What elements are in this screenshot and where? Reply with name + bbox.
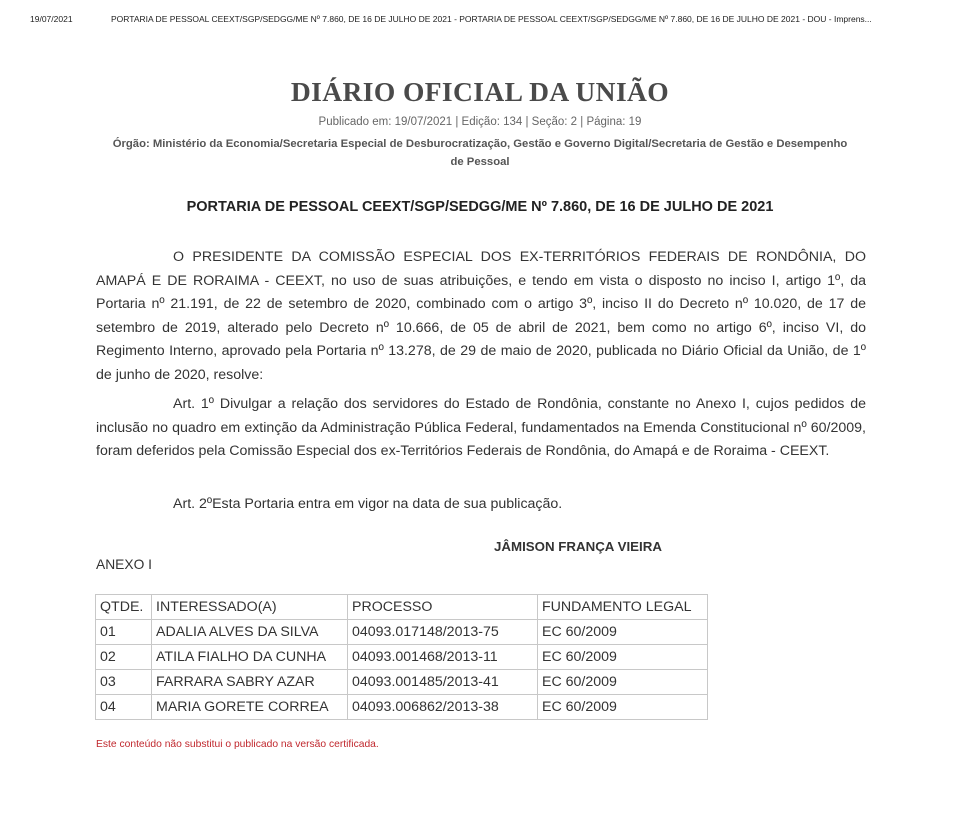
column-header-qtde: QTDE. — [96, 595, 152, 620]
cell-qtde: 01 — [96, 620, 152, 645]
cell-processo: 04093.006862/2013-38 — [348, 695, 538, 720]
print-date: 19/07/2021 — [30, 14, 73, 24]
table-row — [96, 645, 708, 670]
print-header — [0, 14, 960, 30]
cell-processo: 04093.001485/2013-41 — [348, 670, 538, 695]
print-page-title: PORTARIA DE PESSOAL CEEXT/SGP/SEDGG/ME Nº 7.860, DE 16 DE JULHO DE 2021 - PORTARIA DE PESSOAL CEEXT/SGP/SEDGG/ME Nº 7.860, DE 16 DE JULHO DE 2021 - DOU - Imprens... — [111, 14, 872, 24]
cell-fundamento: EC 60/2009 — [538, 645, 708, 670]
cell-processo: 04093.017148/2013-75 — [348, 620, 538, 645]
publication-info: Publicado em: 19/07/2021 | Edição: 134 | Seção: 2 | Página: 19 — [318, 116, 642, 128]
cell-processo: 04093.001468/2013-11 — [348, 645, 538, 670]
cell-interessado: FARRARA SABRY AZAR — [152, 670, 348, 695]
certification-disclaimer: Este conteúdo não substitui o publicado na versão certificada. — [96, 739, 379, 750]
cell-interessado: ADALIA ALVES DA SILVA — [152, 620, 348, 645]
signer-name: JÂMISON FRANÇA VIEIRA — [494, 539, 662, 554]
column-header-processo: PROCESSO — [348, 595, 538, 620]
table-row — [96, 620, 708, 645]
cell-qtde: 04 — [96, 695, 152, 720]
cell-fundamento: EC 60/2009 — [538, 695, 708, 720]
article-1-paragraph: Art. 1º Divulgar a relação dos servidores do Estado de Rondônia, constante no Anexo I, cujos pedidos de inclusão no quadro em extinção da Administração Pública Federal, fundamentados na Emenda Constitucional nº 60/2009, foram deferidos pela Comissão Especial dos ex-Territórios Federais de Rondônia, do Amapá e de Roraima - CEEXT. — [96, 396, 866, 459]
cell-fundamento: EC 60/2009 — [538, 670, 708, 695]
cell-interessado: ATILA FIALHO DA CUNHA — [152, 645, 348, 670]
cell-qtde: 02 — [96, 645, 152, 670]
table-row — [96, 670, 708, 695]
column-header-fundamento: FUNDAMENTO LEGAL — [538, 595, 708, 620]
orgao-line: Órgão: Ministério da Economia/Secretaria Especial de Desburocratização, Gestão e Governo Digital/Secretaria de Gestão e Desempenho de Pessoal — [112, 138, 848, 168]
cell-qtde: 03 — [96, 670, 152, 695]
table-row — [96, 695, 708, 720]
column-header-interessado: INTERESSADO(A) — [152, 595, 348, 620]
annex-label: ANEXO I — [96, 557, 152, 572]
preamble-paragraph: O PRESIDENTE DA COMISSÃO ESPECIAL DOS EX-TERRITÓRIOS FEDERAIS DE RONDÔNIA, DO AMAPÁ E DE RORAIMA - CEEXT, no uso de suas atribuições, e tendo em vista o disposto no inciso I, artigo 1º, da Portaria nº 21.191, de 22 de setembro de 2020, combinado com o artigo 3º, inciso II do Decreto nº 10.020, de 17 de setembro de 2019, alterado pelo Decreto nº 10.666, de 05 de abril de 2021, bem como no artigo 6º, inciso VI, do Regimento Interno, aprovado pela Portaria nº 13.278, de 29 de maio de 2020, publicada no Diário Oficial da União, de 1º de junho de 2020, resolve: — [96, 249, 866, 383]
document-title: PORTARIA DE PESSOAL CEEXT/SGP/SEDGG/ME Nº 7.860, DE 16 DE JULHO DE 2021 — [186, 199, 774, 215]
article-2-paragraph: Art. 2ºEsta Portaria entra em vigor na data de sua publicação. — [173, 496, 563, 512]
cell-fundamento: EC 60/2009 — [538, 620, 708, 645]
annex-table — [95, 594, 708, 720]
cell-interessado: MARIA GORETE CORREA — [152, 695, 348, 720]
masthead-title: DIÁRIO OFICIAL DA UNIÃO — [290, 76, 670, 107]
table-header-row — [96, 595, 708, 620]
